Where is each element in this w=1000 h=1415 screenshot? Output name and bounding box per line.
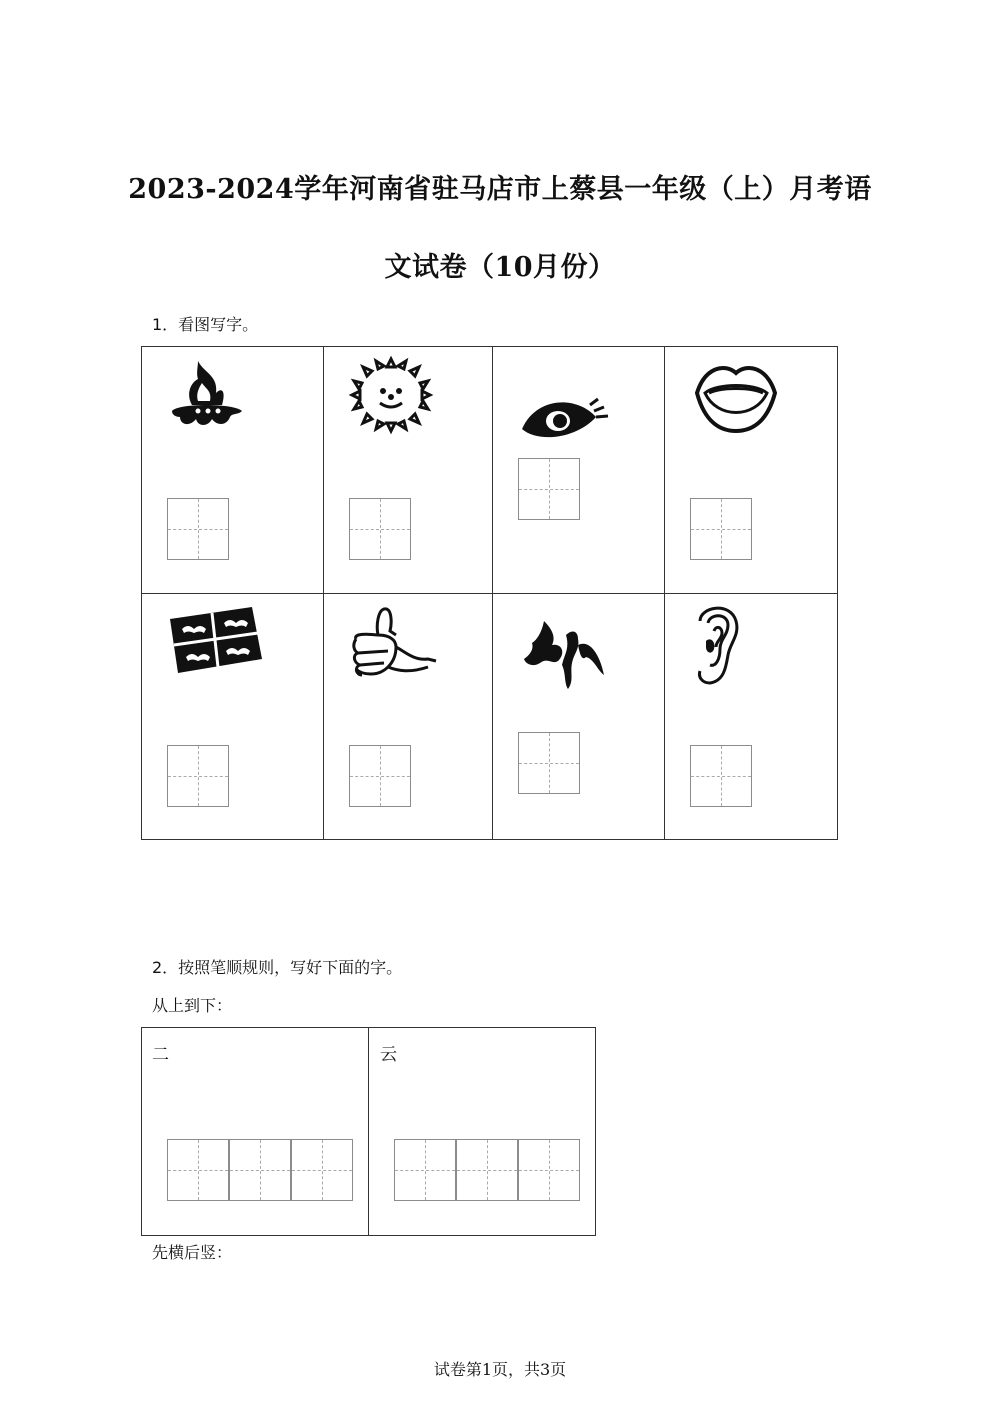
tianzige-box[interactable] xyxy=(349,745,411,807)
water-icon xyxy=(518,615,610,695)
tianzige-box[interactable] xyxy=(394,1139,456,1201)
page-title-line2: 文试卷（10月份） xyxy=(384,252,616,283)
rule-top-to-bottom: 从上到下： xyxy=(152,996,233,1015)
tianzige-box[interactable] xyxy=(690,745,752,807)
tianzige-box[interactable] xyxy=(229,1139,291,1201)
tianzige-box[interactable] xyxy=(518,458,580,520)
tianzige-box[interactable] xyxy=(167,1139,229,1201)
ear-icon xyxy=(690,601,744,691)
question-1-prompt: 1．看图写字。 xyxy=(152,315,259,334)
tianzige-box[interactable] xyxy=(690,498,752,560)
hand-icon xyxy=(348,605,438,691)
char-label: 云 xyxy=(380,1045,397,1065)
page-footer: 试卷第1页，共3页 xyxy=(433,1360,567,1379)
question-2-prompt: 2．按照笔顺规则，写好下面的字。 xyxy=(152,958,403,977)
page-title-line1: 2023-2024学年河南省驻马店市上蔡县一年级（上）月考语 xyxy=(128,174,872,205)
tianzige-box[interactable] xyxy=(456,1139,518,1201)
tianzige-box[interactable] xyxy=(518,732,580,794)
field-icon xyxy=(168,603,264,679)
sun-icon xyxy=(348,355,434,439)
picture-writing-table xyxy=(141,346,838,840)
mouth-icon xyxy=(691,357,781,441)
tianzige-box[interactable] xyxy=(518,1139,580,1201)
eye-icon xyxy=(516,387,612,451)
fire-icon xyxy=(168,353,244,437)
stroke-order-table xyxy=(141,1027,596,1236)
tianzige-box[interactable] xyxy=(167,745,229,807)
tianzige-box[interactable] xyxy=(291,1139,353,1201)
tianzige-box[interactable] xyxy=(167,498,229,560)
tianzige-box[interactable] xyxy=(349,498,411,560)
rule-horizontal-then-vertical: 先横后竖： xyxy=(152,1243,233,1262)
char-label: 二 xyxy=(152,1045,169,1065)
